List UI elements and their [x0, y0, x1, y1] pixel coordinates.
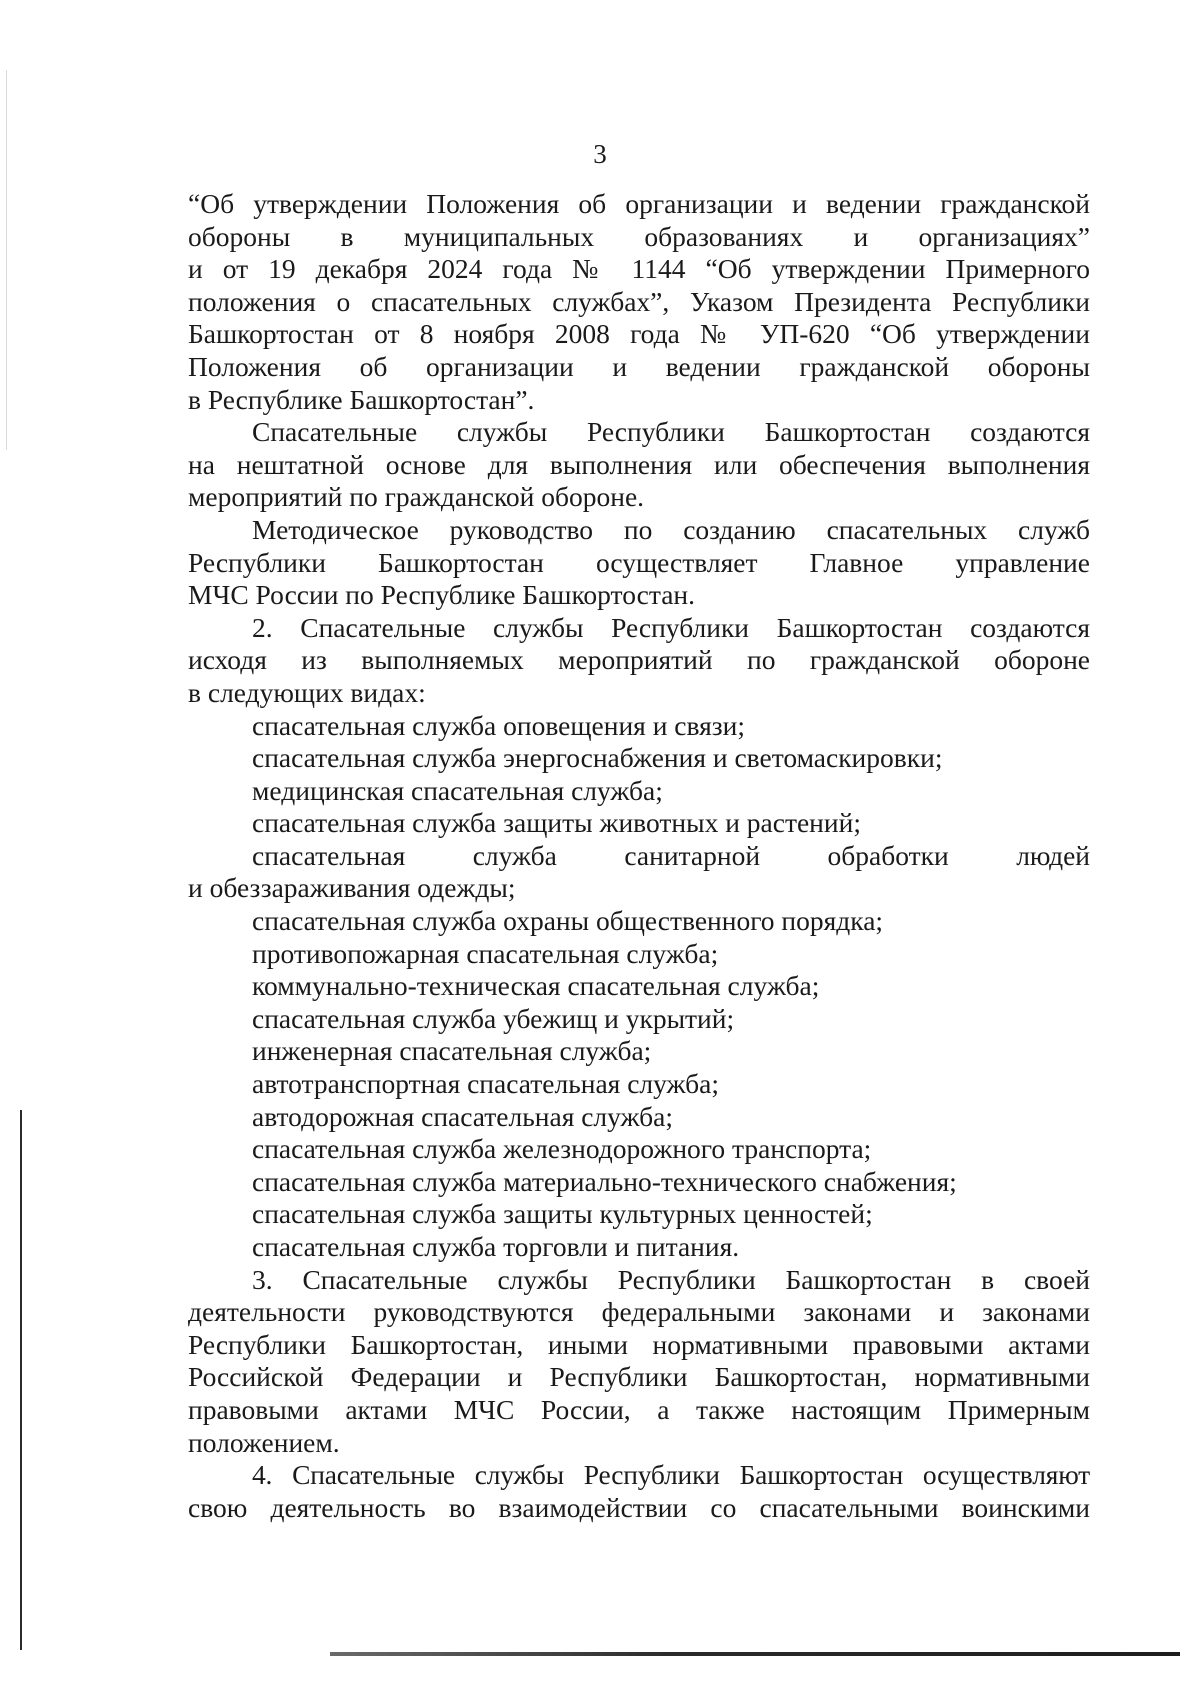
- paragraph-line: 2. Спасательные службы Республики Башкортостан создаются: [252, 611, 1090, 643]
- scan-artifact-top: [6, 70, 7, 450]
- paragraph-line: свою деятельность во взаимодействии со спасательными воинскими: [188, 1491, 1090, 1523]
- list-item: спасательная служба торговли и питания.: [252, 1231, 740, 1262]
- list-item: спасательная служба оповещения и связи;: [252, 709, 745, 741]
- paragraph-line: 4. Спасательные службы Республики Башкортостан осуществляют: [252, 1459, 1090, 1491]
- paragraph-line: на нештатной основе для выполнения или обеспечения выполнения: [188, 448, 1090, 480]
- paragraph-line: положением.: [188, 1426, 340, 1458]
- paragraph-line: в Республике Башкортостан”.: [188, 383, 535, 415]
- list-item: инженерная спасательная служба;: [252, 1035, 652, 1067]
- paragraph-line: МЧС России по Республике Башкортостан.: [188, 579, 696, 611]
- paragraph-line: положения о спасательных службах”, Указом Президента Республики: [188, 285, 1090, 317]
- list-item: и обеззараживания одежды;: [188, 872, 516, 904]
- paragraph-line: Башкортостан от 8 ноября 2008 года № УП-620 “Об утверждении: [188, 318, 1090, 350]
- paragraph-line: исходя из выполняемых мероприятий по гражданской обороне: [188, 644, 1090, 676]
- scan-artifact-left-edge: [20, 1110, 22, 1650]
- paragraph-line: 3. Спасательные службы Республики Башкортостан в своей: [252, 1263, 1090, 1295]
- paragraph-line: деятельности руководствуются федеральными законами и законами: [188, 1296, 1090, 1328]
- list-item: спасательная служба материально-технического снабжения;: [252, 1165, 957, 1197]
- list-item: автотранспортная спасательная служба;: [252, 1068, 719, 1100]
- list-item: автодорожная спасательная служба;: [252, 1100, 674, 1132]
- paragraph-line: Российской Федерации и Республики Башкортостан, нормативными: [188, 1361, 1090, 1393]
- scan-artifact-bottom-edge: [330, 1652, 1180, 1656]
- list-item: спасательная служба защиты культурных ценностей;: [252, 1198, 873, 1230]
- paragraph-line: правовыми актами МЧС России, а также настоящим Примерным: [188, 1393, 1090, 1425]
- paragraph-line: мероприятий по гражданской обороне.: [188, 481, 645, 513]
- paragraph-line: обороны в муниципальных образованиях и организациях”: [188, 220, 1090, 252]
- page-number: 3: [593, 139, 607, 169]
- list-item: спасательная служба санитарной обработки людей: [252, 839, 1090, 871]
- list-item: медицинская спасательная служба;: [252, 774, 663, 806]
- paragraph-line: Спасательные службы Республики Башкортостан создаются: [252, 416, 1090, 448]
- list-item: спасательная служба железнодорожного транспорта;: [252, 1133, 872, 1165]
- paragraph-line: Республики Башкортостан осуществляет Главное управление: [188, 546, 1090, 578]
- paragraph-line: Республики Башкортостан, иными нормативными правовыми актами: [188, 1328, 1090, 1360]
- paragraph-line: “Об утверждении Положения об организации и ведении гражданской: [188, 188, 1090, 219]
- paragraph-line: Положения об организации и ведении гражданской обороны: [188, 350, 1090, 382]
- list-item: спасательная служба убежищ и укрытий;: [252, 1002, 735, 1034]
- list-item: спасательная служба охраны общественного порядка;: [252, 905, 884, 937]
- list-item: спасательная служба защиты животных и растений;: [252, 807, 861, 839]
- paragraph-line: Методическое руководство по созданию спасательных служб: [252, 513, 1090, 545]
- document-body: [188, 188, 1090, 1524]
- paragraph-line: и от 19 декабря 2024 года № 1144 “Об утверждении Примерного: [188, 253, 1090, 285]
- list-item: спасательная служба энергоснабжения и светомаскировки;: [252, 742, 943, 774]
- paragraph-line: в следующих видах:: [188, 676, 426, 708]
- list-item: коммунально-техническая спасательная служба;: [252, 970, 820, 1002]
- list-item: противопожарная спасательная служба;: [252, 937, 719, 969]
